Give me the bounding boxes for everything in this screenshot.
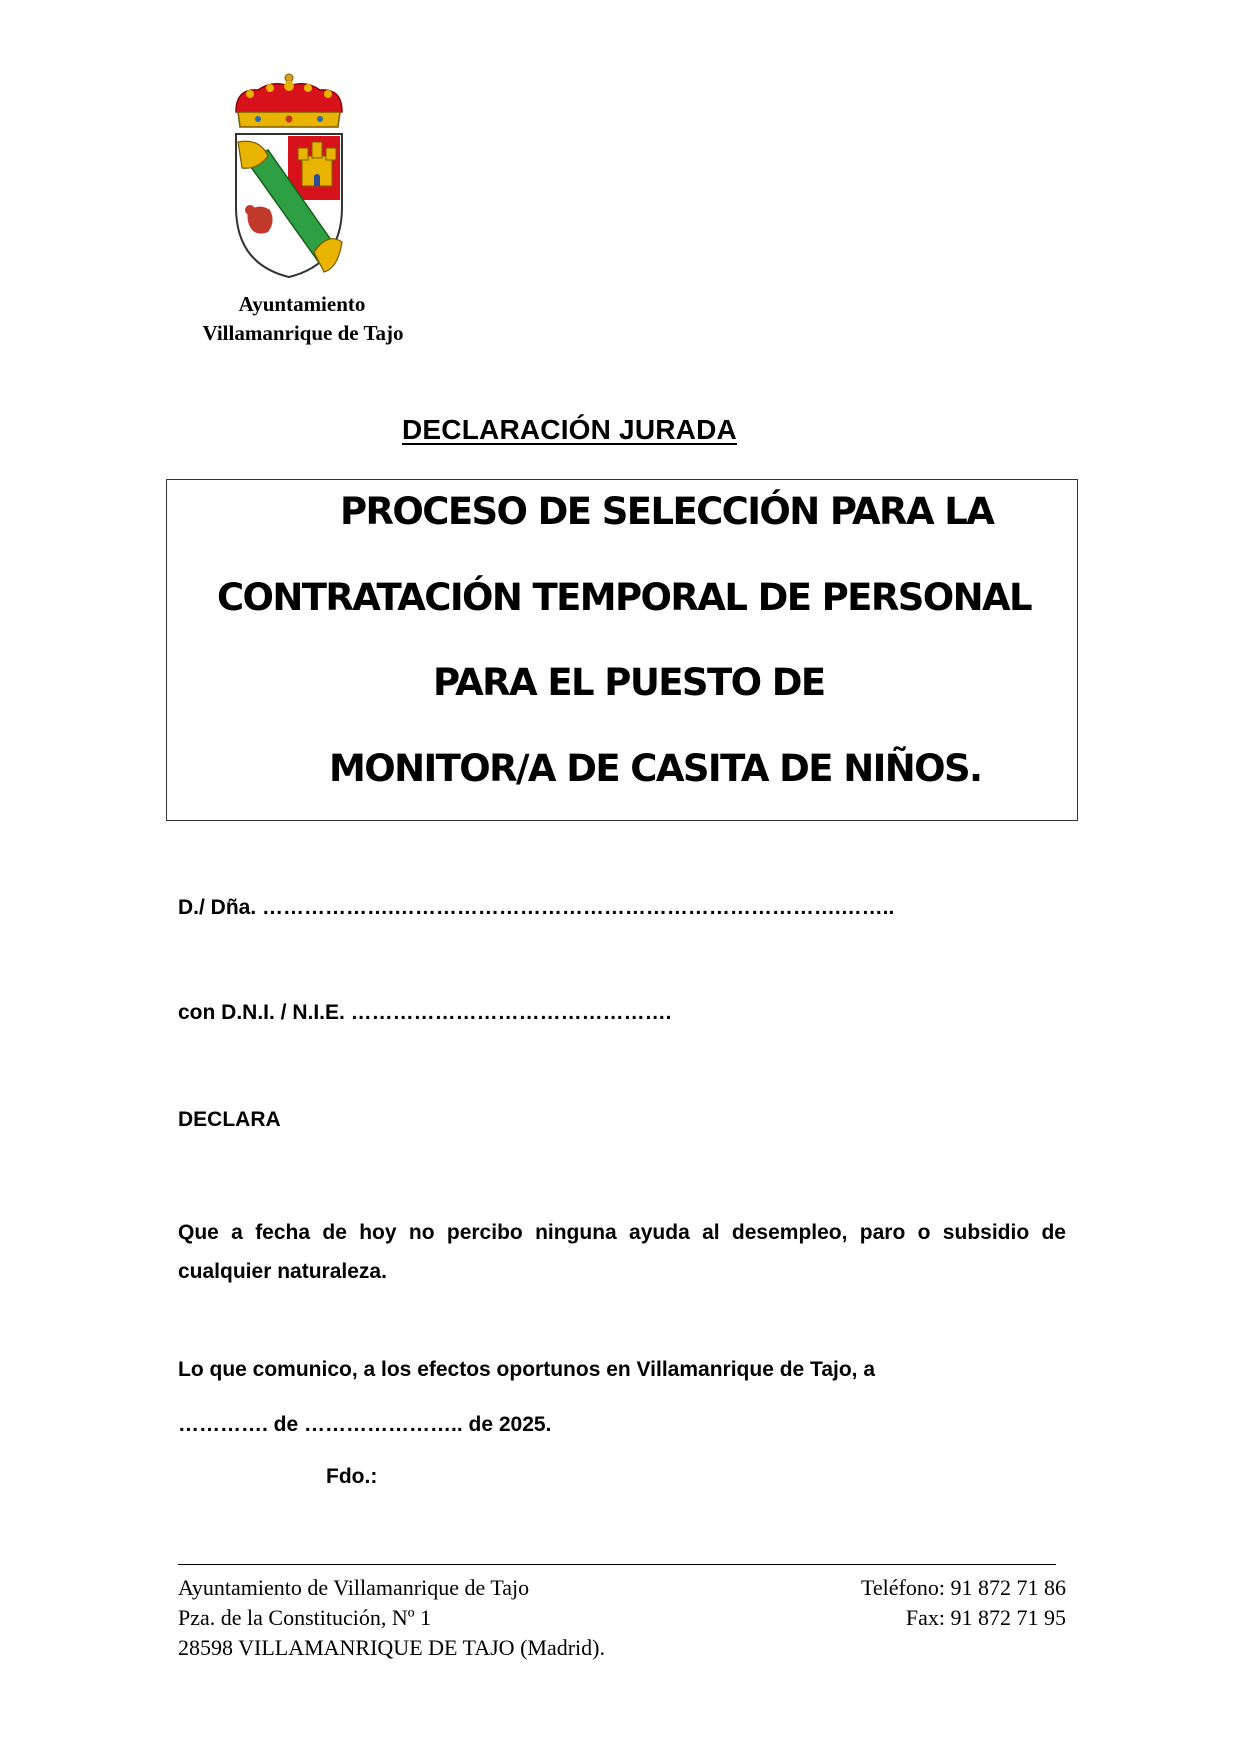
footer-address-line: Pza. de la Constitución, Nº 1 <box>178 1605 432 1630</box>
declara-heading: DECLARA <box>178 1108 281 1131</box>
municipal-coat-of-arms-icon <box>228 72 368 284</box>
declaration-paragraph: Que a fecha de hoy no percibo ninguna ayuda al desempleo, paro o subsidio de cualquier naturaleza. <box>178 1221 1066 1283</box>
name-field-line: D./ Dña. ……………….……………………………………………………….…….. <box>178 896 895 919</box>
footer-address-line: 28598 VILLAMANRIQUE DE TAJO (Madrid). <box>178 1635 605 1660</box>
signature-label: Fdo.: <box>326 1465 378 1488</box>
organization-name-line2: Villamanrique de Tajo <box>202 321 404 345</box>
document-title: DECLARACIÓN JURADA <box>402 414 737 445</box>
dni-field-line: con D.N.I. / N.I.E. ………………………………………. <box>178 1001 672 1024</box>
footer-divider <box>178 1564 1056 1565</box>
subject-line: CONTRATACIÓN TEMPORAL DE PERSONAL <box>217 576 1032 619</box>
subject-box <box>166 479 1078 821</box>
footer-fax: Fax: 91 872 71 95 <box>905 1605 1066 1630</box>
subject-line: PARA EL PUESTO DE <box>433 661 825 704</box>
subject-line: MONITOR/A DE CASITA DE NIÑOS. <box>329 747 982 790</box>
organization-name-line1: Ayuntamiento <box>238 292 366 316</box>
subject-line: PROCESO DE SELECCIÓN PARA LA <box>340 490 994 533</box>
communique-line: Lo que comunico, a los efectos oportunos en Villamanrique de Tajo, a <box>178 1358 876 1381</box>
footer-address-line: Ayuntamiento de Villamanrique de Tajo <box>178 1575 530 1600</box>
footer-phone: Teléfono: 91 872 71 86 <box>861 1575 1066 1600</box>
date-line: …………. de ………………….. de 2025. <box>178 1413 552 1436</box>
